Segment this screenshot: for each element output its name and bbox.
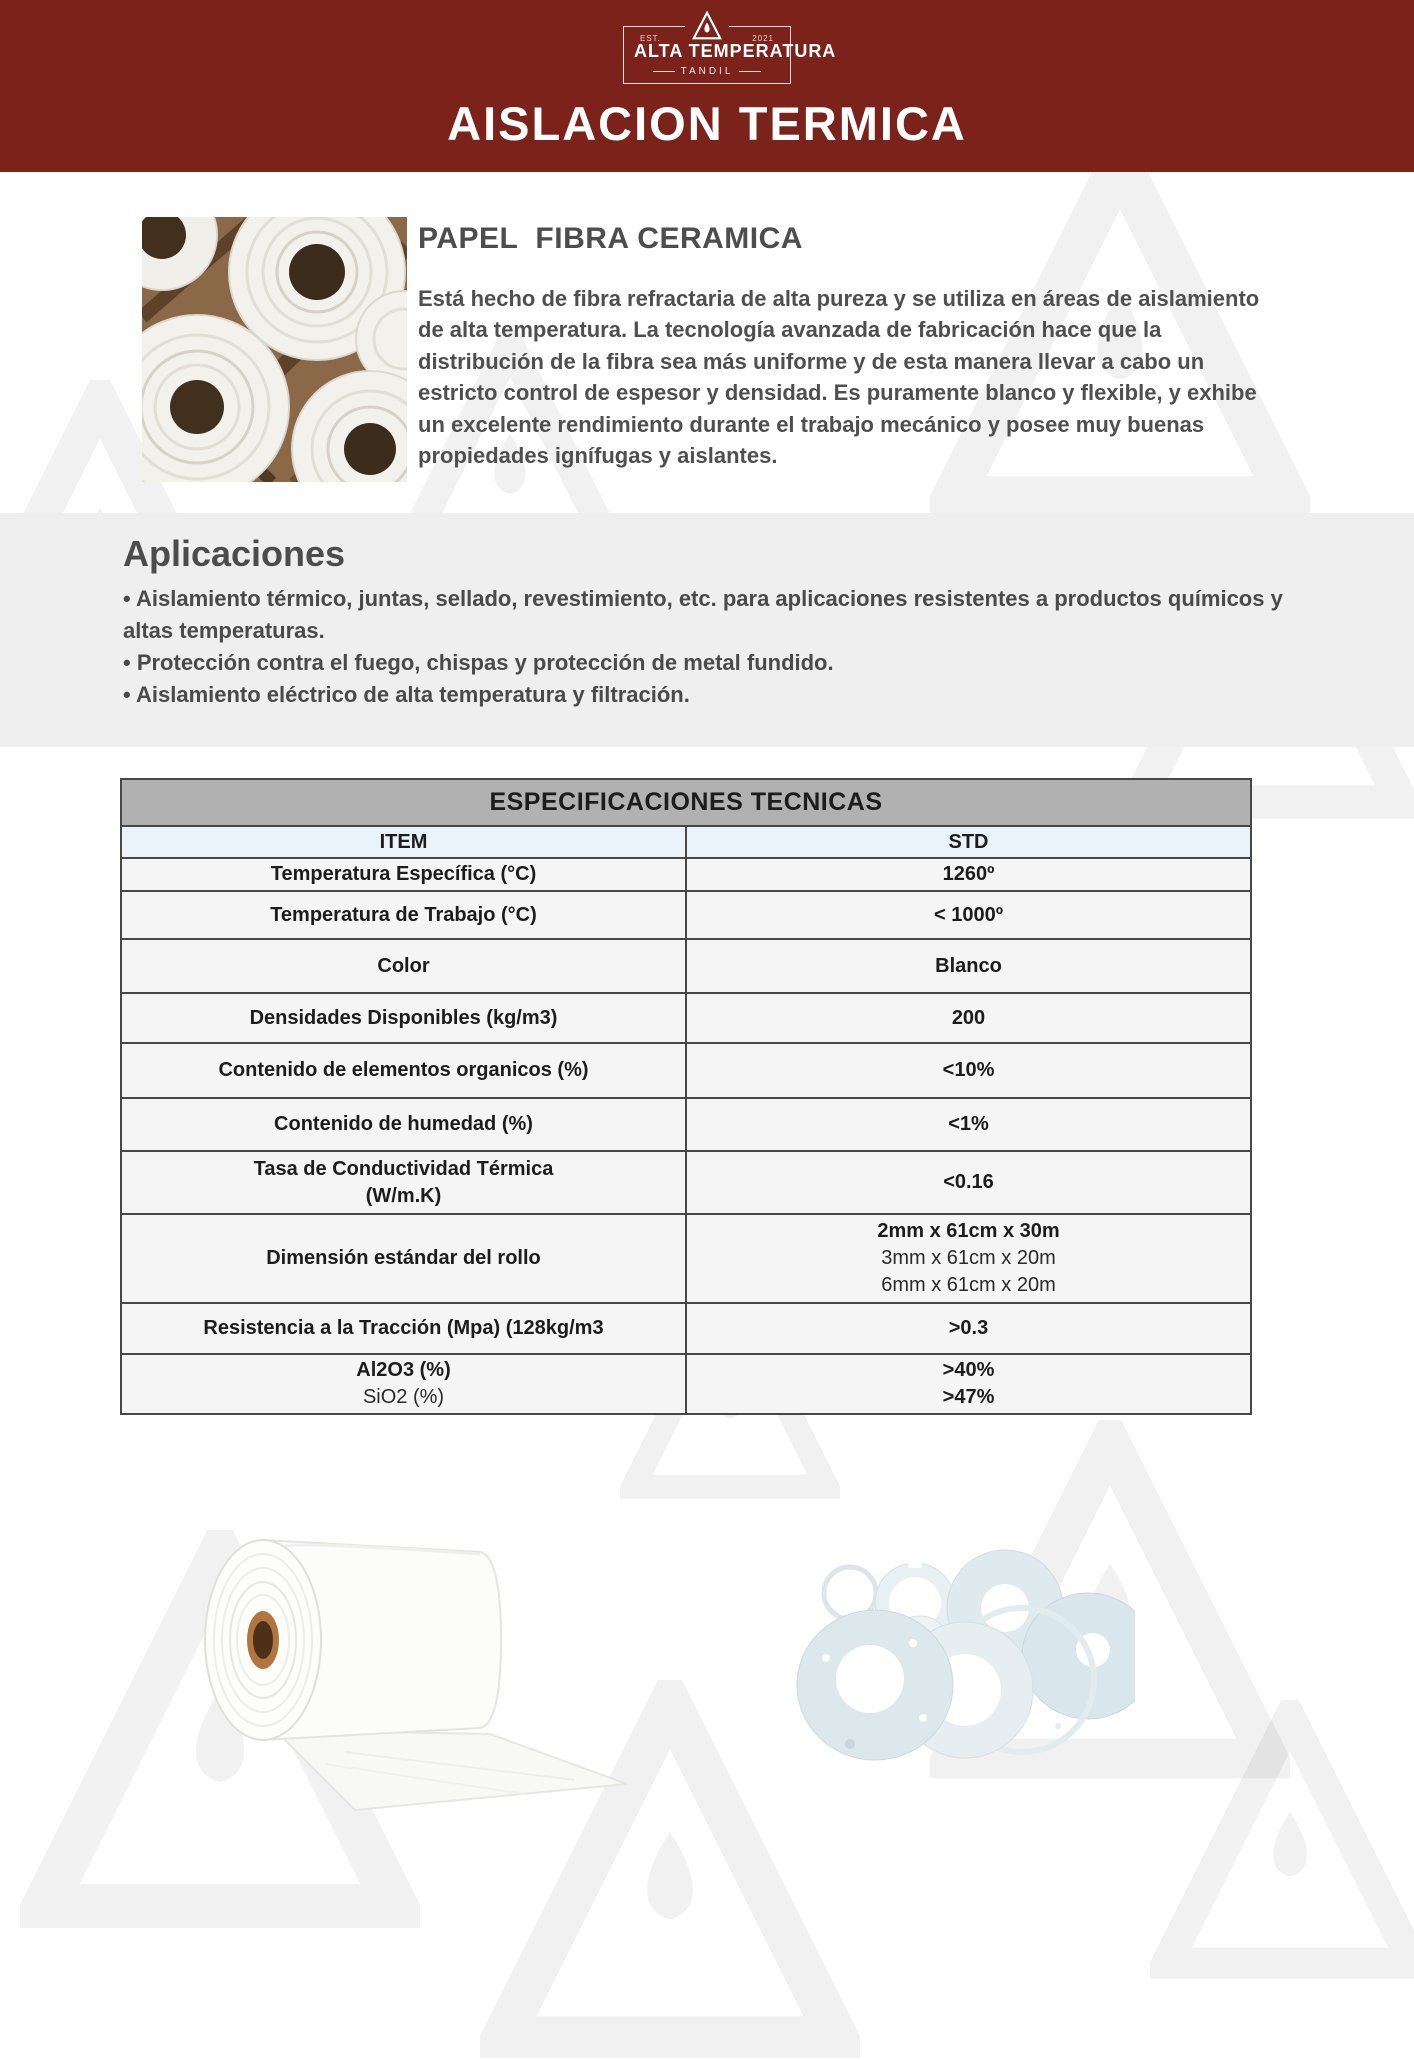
- page-title: AISLACION TERMICA: [447, 97, 967, 150]
- std-cell: 200: [686, 993, 1251, 1043]
- product-photo: [142, 217, 407, 482]
- std-cell: Blanco: [686, 939, 1251, 993]
- brand-triangle-icon: [685, 11, 729, 41]
- std-cell: <10%: [686, 1043, 1251, 1098]
- table-row: [121, 1214, 1251, 1303]
- std-cell: >0.3: [686, 1303, 1251, 1354]
- item-cell: Temperatura de Trabajo (°C): [121, 891, 686, 939]
- item-cell: Color: [121, 939, 686, 993]
- table-row: [121, 939, 1251, 993]
- product-title: PAPEL FIBRA CERAMICA: [418, 222, 803, 255]
- spec-table: [120, 778, 1252, 1415]
- spec-table-title: ESPECIFICACIONES TECNICAS: [121, 779, 1251, 826]
- std-cell: 2mm x 61cm x 30m 3mm x 61cm x 20m 6mm x 61cm x 20m: [686, 1214, 1251, 1303]
- logo-est-label: EST.: [640, 34, 661, 43]
- roll-image: [195, 1512, 640, 1812]
- logo-name: ALTA TEMPERATURA: [634, 41, 837, 61]
- product-section: [418, 222, 1280, 472]
- table-row: [121, 1303, 1251, 1354]
- item-cell: Al2O3 (%) SiO2 (%): [121, 1354, 686, 1414]
- spec-col-item: ITEM: [121, 826, 686, 858]
- item-cell: Densidades Disponibles (kg/m3): [121, 993, 686, 1043]
- applications-list: [123, 583, 1303, 711]
- item-cell: Resistencia a la Tracción (Mpa) (128kg/m3: [121, 1303, 686, 1354]
- spec-col-std: STD: [686, 826, 1251, 858]
- item-cell: Dimensión estándar del rollo: [121, 1214, 686, 1303]
- product-description: Está hecho de fibra refractaria de alta pureza y se utiliza en áreas de aislamiento de alta temperatura. La tecnología avanzada de fabricación hace que la distribución de la fibra sea más uniforme y de esta manera llevar a cabo un estricto control de espesor y densidad. Es puramente blanco y flexible, y exhibe un excelente rendimiento durante el trabajo mecánico y posee muy buenas propiedades ignífugas y aislantes.: [418, 286, 1260, 469]
- product-photo-image: [142, 217, 407, 482]
- list-item: • Aislamiento térmico, juntas, sellado, revestimiento, etc. para aplicaciones resistentes a productos químicos y altas temperaturas.: [123, 586, 1283, 643]
- spec-table-body: [121, 858, 1251, 1414]
- gaskets-image: [790, 1548, 1135, 1783]
- table-row: [121, 1354, 1251, 1414]
- item-cell: Tasa de Conductividad Térmica (W/m.K): [121, 1151, 686, 1214]
- table-row: [121, 891, 1251, 939]
- logo-year-label: 2021: [752, 34, 774, 43]
- applications-title: Aplicaciones: [123, 533, 346, 574]
- table-row: [121, 1043, 1251, 1098]
- std-cell: <0.16: [686, 1151, 1251, 1214]
- table-row: [121, 1151, 1251, 1214]
- std-cell: <1%: [686, 1098, 1251, 1151]
- applications-section: [0, 513, 1414, 747]
- table-row: [121, 858, 1251, 891]
- table-row: [121, 993, 1251, 1043]
- item-cell: Contenido de elementos organicos (%): [121, 1043, 686, 1098]
- list-item: • Protección contra el fuego, chispas y protección de metal fundido.: [123, 649, 834, 675]
- header: [0, 0, 1414, 172]
- watermark-icon: [1150, 1700, 1414, 1980]
- std-cell: 1260º: [686, 858, 1251, 891]
- table-row: [121, 1098, 1251, 1151]
- list-item: • Aislamiento eléctrico de alta temperatura y filtración.: [123, 681, 690, 707]
- brand-logo: [623, 26, 837, 84]
- std-cell: >40% >47%: [686, 1354, 1251, 1414]
- item-cell: Temperatura Específica (°C): [121, 858, 686, 891]
- std-cell: < 1000º: [686, 891, 1251, 939]
- item-cell: Contenido de humedad (%): [121, 1098, 686, 1151]
- logo-city: TANDIL: [634, 66, 780, 77]
